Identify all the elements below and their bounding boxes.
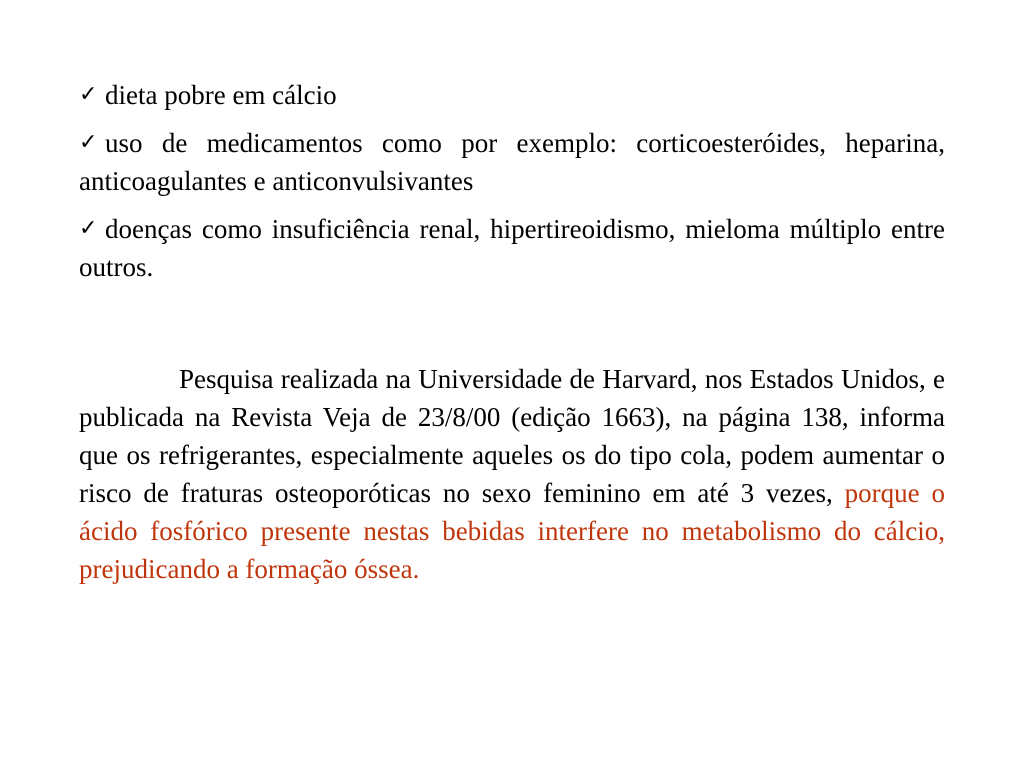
- bullet-text: dieta pobre em cálcio: [105, 80, 337, 110]
- research-paragraph: [79, 360, 945, 588]
- check-icon: ✓: [79, 82, 98, 107]
- bullet-item: [79, 210, 945, 286]
- paragraph-text: Pesquisa realizada na Universidade de Harvard, nos Estados Unidos, e publicada na Revista Veja de 23/8/00 (edição 1663), na página 138, informa que os refrigerantes, especialmente aqueles os do tipo cola, podem aumentar o risco de fraturas osteoporóticas no sexo feminino em até 3 vezes,: [79, 364, 945, 508]
- bullet-text: uso de medicamentos como por exemplo: corticoesteróides, heparina, anticoagulantes e anticonvulsivantes: [79, 128, 945, 196]
- paragraph-highlight: porque o ácido fosfórico presente nestas bebidas interfere no metabolismo do cálcio, prejudicando a formação óssea.: [79, 478, 945, 584]
- bullet-text: doenças como insuficiência renal, hipertireoidismo, mieloma múltiplo entre outros.: [79, 214, 945, 282]
- bullet-item: [79, 124, 945, 200]
- check-icon: ✓: [79, 216, 98, 241]
- slide-content: [79, 76, 945, 588]
- section-spacer: [79, 296, 945, 360]
- check-icon: ✓: [79, 130, 98, 155]
- bullet-item: [79, 76, 945, 114]
